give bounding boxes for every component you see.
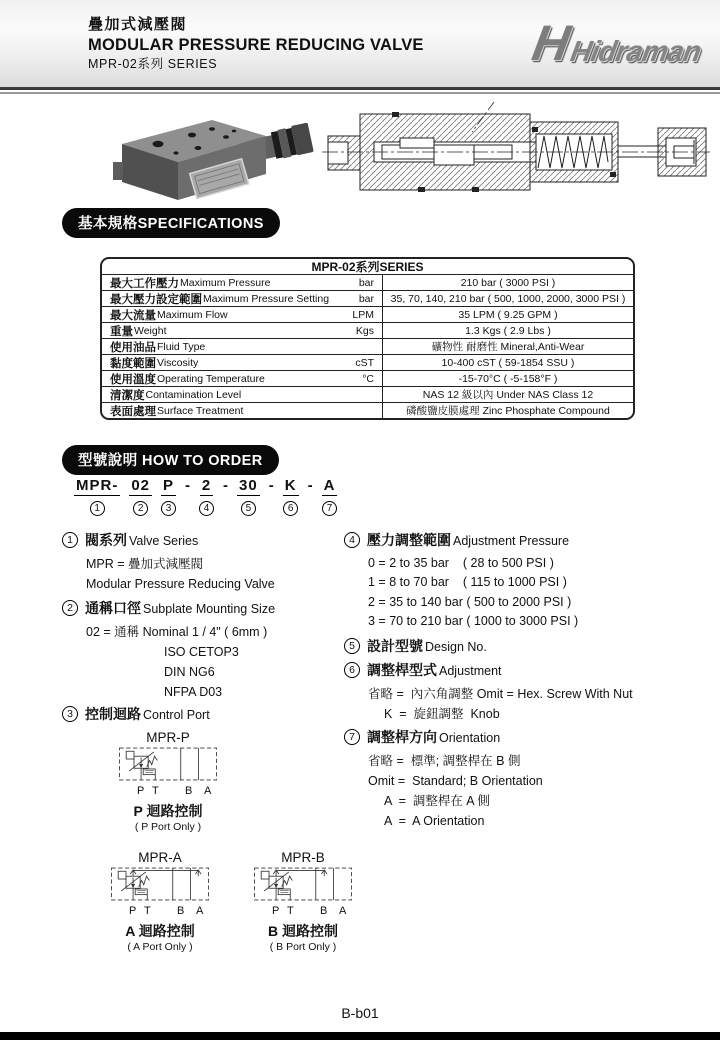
page-code: B-b01 (341, 1005, 379, 1021)
spec-row (102, 370, 633, 386)
spec-unit: Kgs (355, 324, 374, 337)
port-label: T (287, 905, 294, 917)
diagram-caption-zh: P 迴路控制 (133, 803, 203, 819)
item-title-en: Valve Series (129, 534, 199, 548)
cross-section-graphic (322, 98, 710, 206)
spec-value: NAS 12 級以內 Under NAS Class 12 (422, 389, 594, 401)
item-line: 省略 = 標準; 調整桿在 B 側 (368, 754, 521, 768)
item-line: 2 = 35 to 140 bar ( 500 to 2000 PSI ) (368, 594, 572, 609)
diagram-title: MPR-A (138, 850, 182, 865)
item-title-zh: 壓力調整範圍 (367, 532, 451, 548)
order-item-adjustment-type (344, 660, 633, 724)
hydraulic-symbol-b (253, 867, 353, 901)
item-line: NFPA D03 (164, 685, 223, 699)
port-label: P (129, 905, 137, 917)
order-code (74, 477, 346, 516)
spec-label-en: Surface Treatment (157, 404, 244, 417)
circled-number: 1 (62, 532, 78, 548)
item-line: A = 調整桿在 A 側 (384, 794, 490, 808)
spec-value: -15-70°C ( -5-158°F ) (458, 372, 558, 385)
circled-number: 2 (133, 501, 148, 516)
item-title-en: Control Port (143, 708, 210, 722)
valve-cross-section-drawing (322, 98, 710, 206)
spec-value: 35 LPM ( 9.25 GPM ) (458, 308, 558, 321)
item-title-en: Design No. (425, 640, 487, 654)
circled-number: 4 (199, 501, 214, 516)
spec-row (102, 306, 633, 322)
port-label: B (177, 905, 185, 917)
item-title-zh: 控制迴路 (85, 706, 141, 722)
spec-label-en: Operating Temperature (157, 372, 265, 385)
circled-number: 7 (344, 729, 360, 745)
circled-number: 3 (62, 706, 78, 722)
spec-label-zh: 使用油品 (110, 341, 156, 354)
specifications-badge: 基本規格SPECIFICATIONS (62, 208, 280, 238)
spec-value: 礦物性 耐磨性 Mineral,Anti-Wear (431, 341, 585, 353)
item-line: 省略 = 內六角調整 Omit = Hex. Screw With Nut (368, 687, 633, 701)
spec-label-zh: 最大流量 (110, 309, 156, 322)
item-title-zh: 閥系列 (85, 532, 127, 548)
spec-label-en: Weight (134, 324, 167, 337)
spec-value: 10-400 cST ( 59-1854 SSU ) (441, 356, 575, 369)
item-line: 02 = 通稱 Nominal 1 / 4" ( 6mm ) (86, 625, 268, 639)
spec-value: 1.3 Kgs ( 2.9 Lbs ) (465, 324, 551, 337)
circled-number: 1 (90, 501, 105, 516)
header-rule-dark (0, 87, 720, 90)
diagram-mpr-a (105, 850, 215, 953)
spec-value: 磷酸鹽皮膜處理 Zinc Phosphate Compound (406, 405, 610, 417)
item-line: 0 = 2 to 35 bar ( 28 to 500 PSI ) (368, 556, 554, 570)
port-label: P (272, 905, 280, 917)
diagram-caption-zh: B 迴路控制 (268, 923, 338, 939)
circled-number: 5 (241, 501, 256, 516)
spec-label-en: Maximum Pressure (180, 276, 271, 289)
spec-label-zh: 最大壓力設定範圍 (110, 293, 202, 306)
order-item-adjustment-pressure (344, 530, 578, 632)
spec-label-en: Viscosity (157, 356, 199, 369)
circled-number: 5 (344, 638, 360, 654)
order-code-segment: K 6 (284, 477, 297, 514)
spec-unit: °C (362, 372, 374, 385)
order-code-separator: - (307, 477, 313, 494)
title-english: MODULAR PRESSURE REDUCING VALVE (88, 35, 424, 54)
circled-number: 7 (322, 501, 337, 516)
order-item-valve-series (62, 530, 275, 594)
order-code-separator: - (268, 477, 274, 494)
order-code-segment: 02 2 (131, 477, 151, 514)
diagram-caption-en: ( A Port Only ) (127, 941, 193, 953)
spec-unit: bar (358, 292, 374, 305)
page-header (0, 0, 720, 87)
item-line: K = 旋鈕調整 Knob (384, 707, 500, 721)
port-label: A (196, 905, 204, 917)
spec-label-zh: 黏度範圍 (110, 357, 156, 370)
diagram-mpr-b (248, 850, 358, 953)
diagram-caption-en: ( P Port Only ) (134, 821, 202, 833)
port-labels (253, 906, 353, 919)
diagram-caption-en: ( B Port Only ) (269, 941, 337, 953)
diagram-mpr-p (118, 730, 218, 833)
order-code-segment: P 3 (163, 477, 175, 514)
item-line: Modular Pressure Reducing Valve (86, 577, 275, 591)
spec-label-en: Fluid Type (157, 340, 206, 353)
port-label: T (152, 785, 159, 797)
order-code-segment: A 7 (323, 477, 336, 514)
diagram-title: MPR-B (281, 850, 325, 865)
brand-logo-initial: H (528, 15, 575, 71)
spec-unit: bar (358, 276, 374, 289)
diagram-title: MPR-P (146, 730, 190, 745)
spec-row (102, 322, 633, 338)
diagram-caption-zh: A 迴路控制 (125, 923, 195, 939)
spec-label-en: Maximum Flow (157, 308, 228, 321)
port-label: A (339, 905, 347, 917)
brand-logo (528, 15, 707, 71)
item-title-zh: 設計型號 (367, 638, 423, 654)
circled-number: 4 (344, 532, 360, 548)
item-title-zh: 調整桿型式 (367, 662, 437, 678)
valve-photo (100, 104, 315, 209)
order-item-mounting-size (62, 598, 275, 702)
header-titles (88, 15, 424, 72)
port-labels (118, 786, 218, 799)
order-item-design-no (344, 636, 487, 656)
title-chinese: 疊加式減壓閥 (88, 16, 188, 33)
circled-number: 6 (283, 501, 298, 516)
order-code-segment: 2 4 (199, 477, 214, 516)
spec-value: 210 bar ( 3000 PSI ) (460, 276, 556, 289)
item-line: 3 = 70 to 210 bar ( 1000 to 3000 PSI ) (368, 614, 579, 629)
item-line: MPR = 疊加式減壓閥 (86, 557, 204, 571)
spec-unit: cST (355, 356, 374, 369)
spec-label-zh: 使用溫度 (110, 373, 156, 386)
item-line: ISO CETOP3 (164, 645, 239, 659)
order-code-segment: MPR- 1 (76, 477, 119, 514)
circled-number: 3 (161, 501, 176, 516)
valve-photo-graphic (100, 104, 315, 209)
item-title-en: Adjustment Pressure (453, 534, 570, 548)
port-labels (110, 906, 210, 919)
spec-label-en: Maximum Pressure Setting (203, 292, 330, 305)
hydraulic-symbol-a (110, 867, 210, 901)
item-title-zh: 通稱口徑 (85, 600, 141, 616)
spec-row (102, 402, 633, 418)
bottom-bar (0, 1032, 720, 1040)
item-title-zh: 調整桿方向 (367, 729, 437, 745)
spec-row (102, 386, 633, 402)
how-to-order-badge: 型號說明 HOW TO ORDER (62, 445, 279, 475)
order-item-orientation (344, 727, 543, 831)
order-code-separator: - (185, 477, 191, 494)
port-label: T (144, 905, 151, 917)
brand-logo-name: Hidraman (568, 36, 704, 68)
item-title-en: Adjustment (439, 664, 502, 678)
spec-label-zh: 最大工作壓力 (110, 277, 179, 290)
order-code-separator: - (223, 477, 229, 494)
port-label: A (204, 785, 212, 797)
item-title-en: Subplate Mounting Size (143, 602, 276, 616)
spec-row (102, 354, 633, 370)
item-line: A = A Orientation (384, 814, 485, 828)
spec-value: 35, 70, 140, 210 bar ( 500, 1000, 2000, 3000 PSI ) (390, 292, 626, 305)
circled-number: 6 (344, 662, 360, 678)
item-line: Omit = Standard; B Orientation (368, 774, 543, 788)
spec-unit: LPM (352, 308, 374, 321)
spec-label-en: Contamination Level (145, 388, 242, 401)
series-label: MPR-02系列 SERIES (88, 56, 218, 71)
circled-number: 2 (62, 600, 78, 616)
order-code-segment: 30 5 (239, 477, 258, 514)
specifications-table (100, 257, 635, 420)
hydraulic-symbol-p (118, 747, 218, 781)
order-item-control-port (62, 704, 210, 724)
port-label: B (185, 785, 193, 797)
spec-row (102, 338, 633, 354)
spec-label-zh: 重量 (110, 325, 133, 338)
port-label: P (137, 785, 145, 797)
spec-label-zh: 表面處理 (110, 405, 156, 418)
spec-row (102, 290, 633, 306)
header-rule-light (0, 92, 720, 94)
spec-table-title: MPR-02系列SERIES (311, 260, 424, 274)
item-title-en: Orientation (439, 731, 501, 745)
spec-row (102, 274, 633, 290)
port-label: B (320, 905, 328, 917)
spec-label-zh: 清潔度 (110, 389, 145, 402)
item-line: DIN NG6 (164, 665, 215, 679)
item-line: 1 = 8 to 70 bar ( 115 to 1000 PSI ) (368, 575, 567, 590)
